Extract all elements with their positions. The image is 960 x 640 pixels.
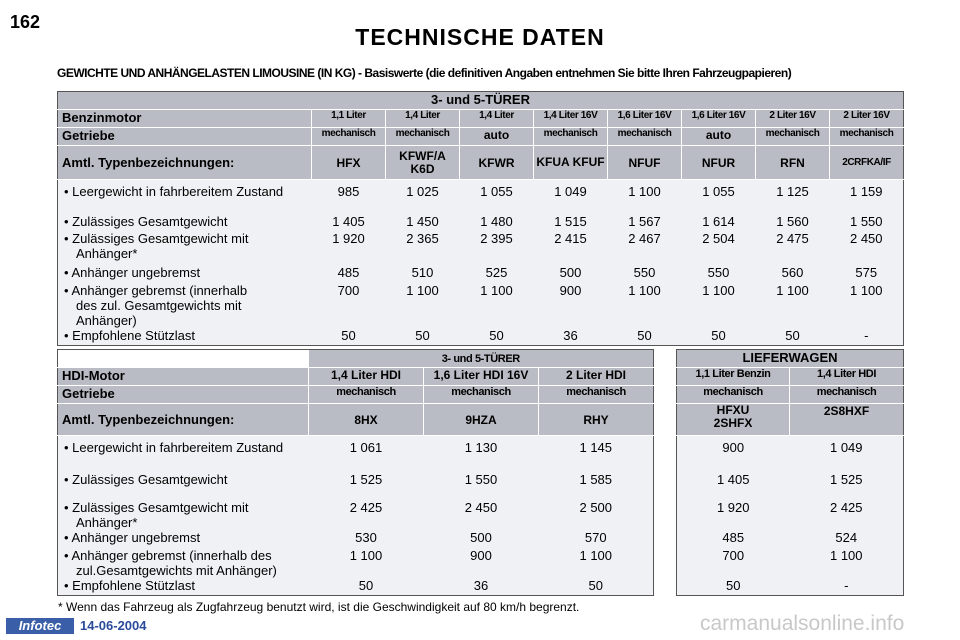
value-cell: 1 525	[309, 468, 424, 496]
value-cell: 1 125	[756, 180, 830, 214]
value-cell: 1 100	[608, 283, 682, 328]
section-subtitle: GEWICHTE UND ANHÄNGELASTEN LIMOUSINE (IN KG) - Basiswerte (die definitiven Angaben entnehmen Sie bitte Ihren Fahrzeugpapieren)	[57, 66, 792, 80]
header-cell: mechanisch	[309, 386, 424, 404]
value-cell: 524	[790, 530, 904, 548]
value-cell: 1 550	[424, 468, 539, 496]
publication-date: 14-06-2004	[80, 618, 147, 633]
page-title: TECHNISCHE DATEN	[355, 24, 605, 50]
value-cell: 50	[539, 578, 654, 596]
value-cell: 2 425	[790, 496, 904, 530]
value-cell: 1 405	[677, 468, 790, 496]
value-cell: 2 450	[424, 496, 539, 530]
watermark: carmanualsonline.info	[700, 612, 905, 635]
value-cell: 2 415	[534, 231, 608, 265]
value-cell: 1 450	[386, 214, 460, 231]
value-cell: 50	[682, 328, 756, 346]
value-cell: 530	[309, 530, 424, 548]
value-cell: 50	[756, 328, 830, 346]
value-cell: 1 145	[539, 436, 654, 468]
value-cell: 1 920	[312, 231, 386, 265]
header-cell: mechanisch	[424, 386, 539, 404]
header-cell: HFX	[312, 146, 386, 180]
header-cell: 9HZA	[424, 404, 539, 436]
value-cell: 500	[424, 530, 539, 548]
value-cell: 50	[386, 328, 460, 346]
value-cell: 1 614	[682, 214, 756, 231]
row-label: • Anhänger gebremst (innerhalb des zul.Gesamtgewichts mit Anhänger)	[64, 547, 277, 578]
value-cell: 2 504	[682, 231, 756, 265]
value-cell: 50	[608, 328, 682, 346]
header-cell: auto	[682, 128, 756, 146]
value-cell: 700	[677, 548, 790, 578]
value-cell: 50	[312, 328, 386, 346]
value-cell: 1 100	[309, 548, 424, 578]
header-cell: mechanisch	[312, 128, 386, 146]
value-cell: 1 049	[534, 180, 608, 214]
value-cell: 2 395	[460, 231, 534, 265]
hdi-weights-table	[57, 349, 654, 596]
header-cell: RFN	[756, 146, 830, 180]
page-number: 162	[10, 12, 41, 32]
value-cell: 1 567	[608, 214, 682, 231]
value-cell: 485	[312, 265, 386, 283]
row-header: Getriebe	[58, 128, 312, 146]
value-cell: 1 130	[424, 436, 539, 468]
table-banner: 3- und 5-TÜRER	[309, 350, 654, 368]
header-cell: KFUA KFUF	[534, 146, 608, 180]
value-cell: 485	[677, 530, 790, 548]
header-cell: mechanisch	[790, 386, 904, 404]
header-cell: mechanisch	[677, 386, 790, 404]
header-cell: 1,4 Liter 16V	[534, 110, 608, 128]
value-cell: 1 061	[309, 436, 424, 468]
header-cell: 2 Liter 16V	[830, 110, 904, 128]
value-cell: 50	[460, 328, 534, 346]
header-cell: 1,1 Liter Benzin	[677, 368, 790, 386]
value-cell: 985	[312, 180, 386, 214]
value-cell: 1 100	[682, 283, 756, 328]
header-cell: 1,6 Liter 16V	[682, 110, 756, 128]
value-cell: 560	[756, 265, 830, 283]
value-cell: 1 049	[790, 436, 904, 468]
row-header: Getriebe	[58, 386, 309, 404]
header-cell: mechanisch	[386, 128, 460, 146]
value-cell: 2 475	[756, 231, 830, 265]
header-cell: RHY	[539, 404, 654, 436]
petrol-weights-table	[57, 91, 904, 346]
value-cell: 1 550	[830, 214, 904, 231]
value-cell: 50	[309, 578, 424, 596]
value-cell: 1 560	[756, 214, 830, 231]
header-cell: NFUF	[608, 146, 682, 180]
header-cell: 1,4 Liter	[460, 110, 534, 128]
value-cell: 1 100	[790, 548, 904, 578]
value-cell: 1 100	[608, 180, 682, 214]
value-cell: 1 525	[790, 468, 904, 496]
value-cell: 1 515	[534, 214, 608, 231]
header-cell: KFWR	[460, 146, 534, 180]
row-label: • Leergewicht in fahrbereitem Zustand	[64, 184, 284, 199]
van-weights-table	[676, 349, 904, 596]
row-label: • Leergewicht in fahrbereitem Zustand	[64, 440, 284, 455]
value-cell: 1 405	[312, 214, 386, 231]
infotec-logo: Infotec	[6, 618, 74, 634]
value-cell: 1 100	[460, 283, 534, 328]
value-cell: 2 450	[830, 231, 904, 265]
value-cell: 1 159	[830, 180, 904, 214]
row-label: • Anhänger ungebremst	[64, 529, 201, 545]
value-cell: 700	[312, 283, 386, 328]
value-cell: 36	[534, 328, 608, 346]
value-cell: 1 100	[756, 283, 830, 328]
row-header: Amtl. Typenbezeichnungen:	[58, 404, 309, 436]
value-cell: 1 920	[677, 496, 790, 530]
row-header: Benzinmotor	[58, 110, 312, 128]
value-cell: 1 100	[386, 283, 460, 328]
value-cell: -	[830, 328, 904, 346]
header-cell: auto	[460, 128, 534, 146]
header-cell: 1,6 Liter 16V	[608, 110, 682, 128]
table-banner: 3- und 5-TÜRER	[58, 92, 904, 110]
header-cell: 1,1 Liter	[312, 110, 386, 128]
header-cell: NFUR	[682, 146, 756, 180]
header-cell: 1,4 Liter HDI	[790, 368, 904, 386]
value-cell: 900	[677, 436, 790, 468]
value-cell: 550	[608, 265, 682, 283]
value-cell: 50	[677, 578, 790, 596]
value-cell: 2 500	[539, 496, 654, 530]
value-cell: 2 467	[608, 231, 682, 265]
value-cell: 900	[534, 283, 608, 328]
header-cell: KFWF/A K6D	[386, 146, 460, 180]
value-cell: -	[790, 578, 904, 596]
value-cell: 1 055	[460, 180, 534, 214]
header-cell: 1,4 Liter	[386, 110, 460, 128]
row-label: • Anhänger gebremst (innerhalb des zul. Gesamtgewichts mit Anhänger)	[64, 282, 248, 328]
row-label: • Zulässiges Gesamtgewicht	[64, 213, 228, 229]
header-cell: 2 Liter HDI	[539, 368, 654, 386]
value-cell: 1 480	[460, 214, 534, 231]
value-cell: 1 100	[539, 548, 654, 578]
row-header: HDI-Motor	[58, 368, 309, 386]
value-cell: 36	[424, 578, 539, 596]
value-cell: 510	[386, 265, 460, 283]
value-cell: 2 425	[309, 496, 424, 530]
header-cell: mechanisch	[539, 386, 654, 404]
value-cell: 570	[539, 530, 654, 548]
header-cell: 1,4 Liter HDI	[309, 368, 424, 386]
value-cell: 1 585	[539, 468, 654, 496]
header-cell: 2S8HXF	[790, 404, 904, 436]
footnote: * Wenn das Fahrzeug als Zugfahrzeug benutzt wird, ist die Geschwindigkeit auf 80 km/h begrenzt.	[58, 600, 580, 614]
row-label: • Empfohlene Stützlast	[64, 327, 196, 343]
value-cell: 1 100	[830, 283, 904, 328]
header-cell: mechanisch	[534, 128, 608, 146]
value-cell: 900	[424, 548, 539, 578]
value-cell: 500	[534, 265, 608, 283]
header-cell: mechanisch	[756, 128, 830, 146]
value-cell: 1 055	[682, 180, 756, 214]
row-label: • Empfohlene Stützlast	[64, 577, 196, 593]
value-cell: 1 025	[386, 180, 460, 214]
row-label: • Anhänger ungebremst	[64, 264, 201, 280]
table-banner: LIEFERWAGEN	[677, 350, 904, 368]
value-cell: 2 365	[386, 231, 460, 265]
row-header: Amtl. Typenbezeichnungen:	[58, 146, 312, 180]
header-cell: mechanisch	[608, 128, 682, 146]
header-cell: 8HX	[309, 404, 424, 436]
value-cell: 525	[460, 265, 534, 283]
row-label: • Zulässiges Gesamtgewicht mit Anhänger*	[64, 499, 249, 530]
header-cell: HFXU 2SHFX	[677, 404, 790, 436]
value-cell: 550	[682, 265, 756, 283]
header-cell: 2CRFKA/IF	[830, 146, 904, 180]
row-label: • Zulässiges Gesamtgewicht	[64, 471, 228, 487]
header-cell: mechanisch	[830, 128, 904, 146]
header-cell: 1,6 Liter HDI 16V	[424, 368, 539, 386]
header-cell: 2 Liter 16V	[756, 110, 830, 128]
row-label: • Zulässiges Gesamtgewicht mit Anhänger*	[64, 230, 249, 261]
value-cell: 575	[830, 265, 904, 283]
